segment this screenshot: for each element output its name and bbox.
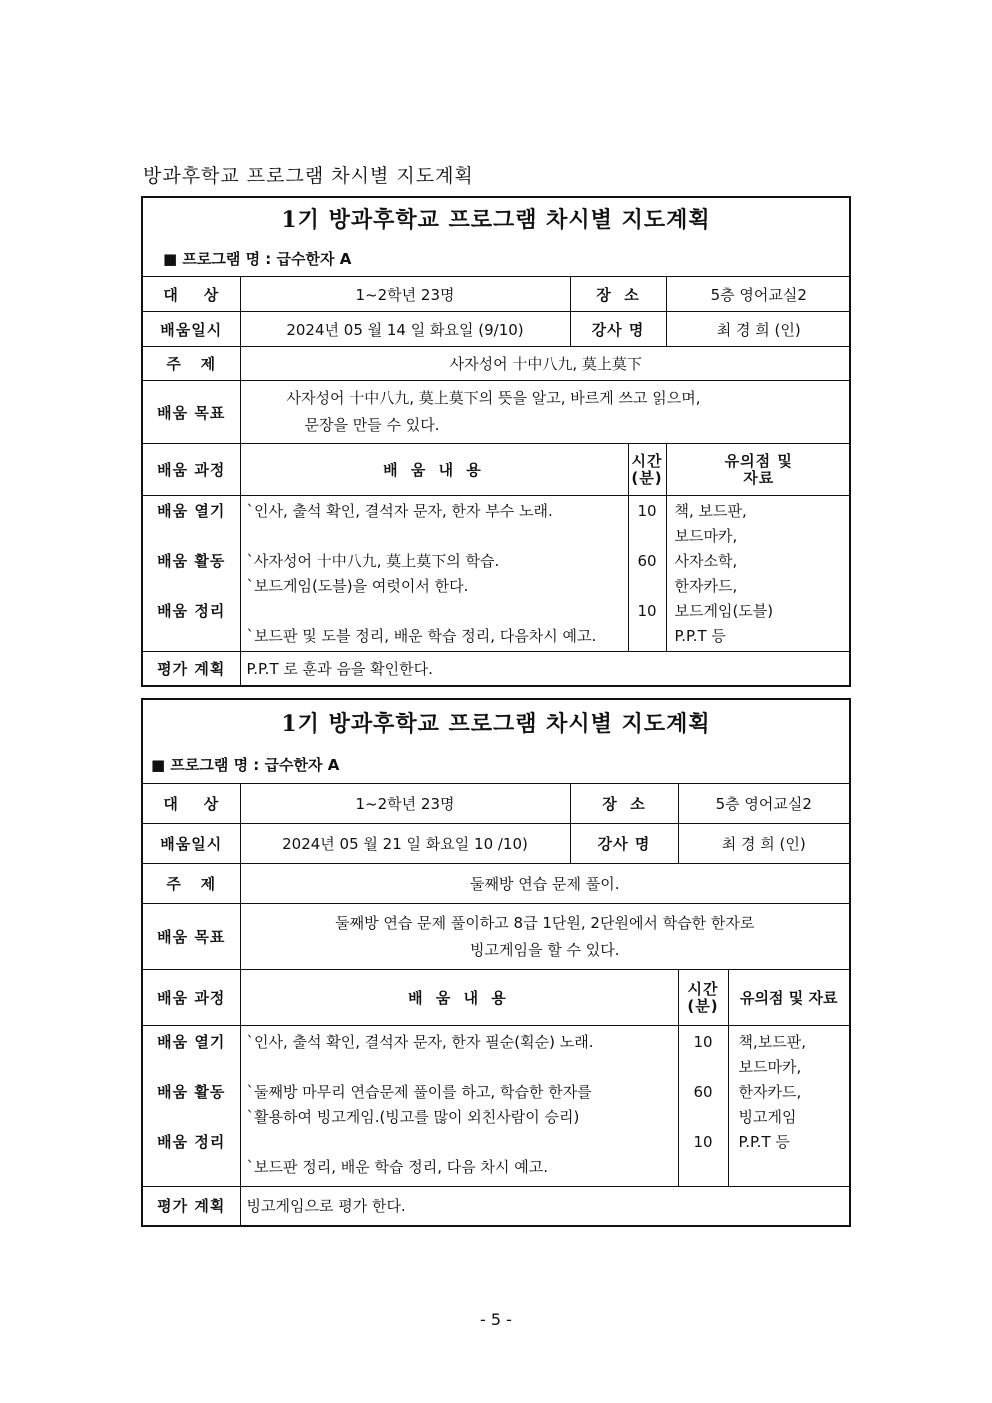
teacher-label: 강사 명 (570, 312, 666, 347)
lesson-plan-1 (141, 196, 851, 687)
evaluation-value: P.P.T 로 훈과 음을 확인한다. (240, 652, 851, 686)
note-line: 책, 보드판, (674, 502, 747, 520)
time-value: 10 (637, 502, 657, 520)
step-label: 배움 정리 (157, 1133, 226, 1151)
place-label: 장 소 (570, 277, 666, 312)
content-line (247, 599, 622, 624)
step-label: 배움 열기 (157, 502, 226, 520)
time-value (629, 524, 666, 549)
step-label (149, 1105, 234, 1130)
time-value (629, 624, 666, 649)
step-label: 배움 열기 (157, 1033, 226, 1051)
goal-line: 빙고게임을 할 수 있다. (470, 940, 620, 959)
notes-list (666, 496, 851, 652)
content-line: `보드판 및 도블 정리, 배운 학습 정리, 다음차시 예고. (246, 627, 597, 645)
note-line: 한자카드, (674, 577, 738, 595)
step-label (149, 1155, 234, 1180)
note-line: 책,보드판, (738, 1033, 806, 1051)
program-name: ■ 프로그램 명 : 급수한자 A (163, 250, 352, 268)
lesson-plan-2 (141, 698, 851, 1227)
step-label (149, 574, 234, 599)
step-label: 배움 활동 (157, 552, 226, 570)
time-header: 시간 (분) (628, 444, 666, 496)
content-line (247, 1055, 672, 1080)
date-value: 2024년 05 월 14 일 화요일 (9/10) (240, 312, 570, 347)
content-line: `인사, 출석 확인, 결석자 문자, 한자 필순(획순) 노래. (246, 1033, 594, 1051)
topic-label: 주 제 (143, 347, 240, 381)
note-line: 보드마카, (738, 1058, 802, 1076)
time-list (628, 496, 666, 652)
process-header: 배움 과정 (143, 444, 240, 496)
content-line (247, 524, 622, 549)
target-value: 1~2학년 23명 (240, 784, 570, 824)
notes-list (728, 1026, 849, 1187)
time-value: 60 (637, 552, 657, 570)
time-value: 10 (693, 1133, 713, 1151)
plan-title: 1기 방과후학교 프로그램 차시별 지도계획 (281, 711, 711, 737)
goal-value (240, 904, 849, 970)
note-line: 사자소학, (674, 552, 738, 570)
time-value (679, 1155, 728, 1180)
time-value (679, 1105, 728, 1130)
note-line: 보드마카, (674, 527, 738, 545)
topic-value: 둘째방 연습 문제 풀이. (240, 864, 849, 904)
date-label: 배움일시 (143, 824, 240, 864)
target-value: 1~2학년 23명 (240, 277, 570, 312)
process-steps (143, 1026, 240, 1187)
page-heading: 방과후학교 프로그램 차시별 지도계획 (143, 165, 474, 187)
content-line: `인사, 출석 확인, 결석자 문자, 한자 부수 노래. (246, 502, 553, 520)
process-steps (143, 496, 240, 652)
goal-line: 사자성어 十中八九, 莫上莫下의 뜻을 알고, 바르게 쓰고 읽으며, (286, 389, 701, 407)
topic-value: 사자성어 十中八九, 莫上莫下 (240, 347, 851, 381)
step-label (149, 1055, 234, 1080)
topic-label: 주 제 (143, 864, 240, 904)
note-line: P.P.T 등 (738, 1133, 790, 1151)
evaluation-label: 평가 계획 (143, 652, 240, 686)
content-line: `활용하여 빙고게임.(빙고를 많이 외친사람이 승리) (246, 1108, 580, 1126)
target-label: 대 상 (143, 784, 240, 824)
goal-line: 둘째방 연습 문제 풀이하고 8급 1단원, 2단원에서 학습한 한자로 (335, 913, 755, 932)
teacher-label: 강사 명 (570, 824, 678, 864)
step-label: 배움 정리 (157, 602, 226, 620)
teacher-value: 최 경 희 (인) (678, 824, 849, 864)
time-value: 10 (637, 602, 657, 620)
teacher-value: 최 경 희 (인) (666, 312, 851, 347)
time-value (679, 1055, 728, 1080)
goal-label: 배움 목표 (143, 381, 240, 444)
step-label: 배움 활동 (157, 1083, 226, 1101)
time-list (678, 1026, 728, 1187)
step-label (149, 524, 234, 549)
notes-header: 유의점 및 자료 (666, 444, 851, 496)
target-label: 대 상 (143, 277, 240, 312)
notes-header: 유의점 및 자료 (728, 970, 849, 1026)
goal-line: 문장을 만들 수 있다. (304, 416, 440, 434)
note-line: 보드게임(도블) (674, 602, 774, 620)
evaluation-label: 평가 계획 (143, 1187, 240, 1225)
evaluation-value: 빙고게임으로 평가 한다. (240, 1187, 849, 1225)
time-value: 10 (693, 1033, 713, 1051)
plan-table (143, 276, 851, 686)
content-header: 배 움 내 용 (240, 970, 678, 1026)
time-header: 시간 (분) (678, 970, 728, 1026)
note-line: 한자카드, (738, 1083, 802, 1101)
content-header: 배 움 내 용 (240, 444, 628, 496)
time-value: 60 (693, 1083, 713, 1101)
goal-value (240, 381, 851, 444)
process-header: 배움 과정 (143, 970, 240, 1026)
date-label: 배움일시 (143, 312, 240, 347)
goal-label: 배움 목표 (143, 904, 240, 970)
plan-table (143, 783, 849, 1225)
note-line: P.P.T 등 (674, 627, 726, 645)
content-line (247, 1130, 672, 1155)
note-line: 빙고게임 (738, 1108, 797, 1126)
place-label: 장 소 (570, 784, 678, 824)
content-line: `보드판 정리, 배운 학습 정리, 다음 차시 예고. (246, 1158, 549, 1176)
content-line: `보드게임(도블)을 여럿이서 한다. (246, 577, 469, 595)
page-number: - 5 - (480, 1310, 512, 1329)
note-line (739, 1155, 844, 1180)
plan-title: 1기 방과후학교 프로그램 차시별 지도계획 (281, 207, 711, 233)
content-list (240, 1026, 678, 1187)
date-value: 2024년 05 월 21 일 화요일 10 /10) (240, 824, 570, 864)
content-line: `둘째방 마무리 연습문제 풀이를 하고, 학습한 한자를 (246, 1083, 592, 1101)
content-line: `사자성어 十中八九, 莫上莫下의 학습. (246, 552, 500, 570)
place-value: 5층 영어교실2 (666, 277, 851, 312)
step-label (149, 624, 234, 649)
time-value (629, 574, 666, 599)
program-name: ■ 프로그램 명 : 급수한자 A (151, 756, 340, 774)
place-value: 5층 영어교실2 (678, 784, 849, 824)
content-list (240, 496, 628, 652)
